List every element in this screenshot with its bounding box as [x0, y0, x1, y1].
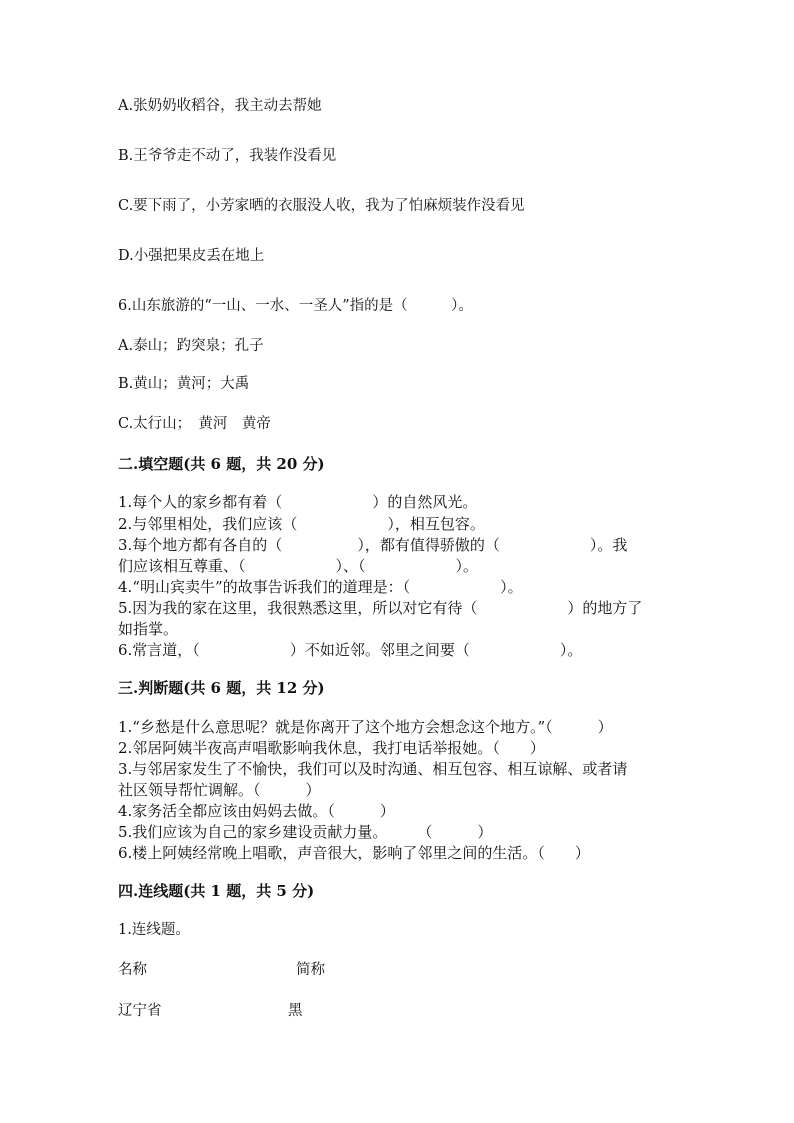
q6-option-b: B.黄山；黄河；大禹: [118, 376, 250, 392]
q6-stem: 6.山东旅游的“一山、一水、一圣人”指的是（ ）。: [118, 298, 473, 314]
q5-option-d: D.小强把果皮丢在地上: [118, 248, 265, 264]
fill-line-3: 3.每个地方都有各自的（ ），都有值得骄傲的（ ）。我: [118, 536, 628, 554]
judge-line-7: 6.楼上阿姨经常晚上唱歌，声音很大，影响了邻里之间的生活。（ ）: [118, 844, 590, 862]
fill-line-6: 5.因为我的家在这里，我很熟悉这里，所以对它有待（ ）的地方了: [118, 599, 643, 617]
fill-line-1: 1.每个人的家乡都有着（ ）的自然风光。: [118, 493, 478, 511]
match-question: 1.连线题。: [118, 922, 190, 938]
section-2-heading: 二.填空题(共 6 题，共 20 分): [118, 455, 325, 473]
section-3-heading: 三.判断题(共 6 题，共 12 分): [118, 679, 325, 697]
match-row-1-abbr: 黑: [288, 1003, 303, 1019]
q5-option-c: C.要下雨了，小芳家晒的衣服没人收，我为了怕麻烦装作没看见: [118, 198, 525, 214]
q5-option-b: B.王爷爷走不动了，我装作没看见: [118, 148, 337, 164]
section-4-heading: 四.连线题(共 1 题，共 5 分): [118, 882, 315, 900]
match-col-abbr: 简称: [296, 962, 325, 978]
judge-line-6: 5.我们应该为自己的家乡建设贡献力量。 （ ）: [118, 823, 493, 841]
fill-line-7: 如指掌。: [118, 620, 179, 638]
fill-line-2: 2.与邻里相处，我们应该（ ），相互包容。: [118, 515, 485, 533]
fill-line-4: 们应该相互尊重、（ ）、（ ）。: [118, 557, 479, 575]
judge-line-3: 3.与邻居家发生了不愉快，我们可以及时沟通、相互包容、相互谅解、或者请: [118, 760, 628, 778]
match-col-name: 名称: [118, 962, 147, 978]
fill-line-5: 4.“明山宾卖牛”的故事告诉我们的道理是：（ ）。: [118, 578, 523, 596]
q6-option-c: C.太行山； 黄河 黄帝: [118, 416, 271, 432]
judge-line-2: 2.邻居阿姨半夜高声唱歌影响我休息，我打电话举报她。（ ）: [118, 739, 545, 757]
match-row-1-name: 辽宁省: [118, 1003, 162, 1019]
q5-option-a: A.张奶奶收稻谷，我主动去帮她: [118, 98, 322, 114]
judge-line-5: 4.家务活全都应该由妈妈去做。（ ）: [118, 802, 395, 820]
q6-option-a: A.泰山；趵突泉；孔子: [118, 338, 264, 354]
judge-line-1: 1.“乡愁是什么意思呢？就是你离开了这个地方会想念这个地方。”（ ）: [118, 718, 613, 736]
fill-line-8: 6.常言道，（ ）不如近邻。邻里之间要（ ）。: [118, 641, 583, 659]
judge-line-4: 社区领导帮忙调解。（ ）: [118, 781, 321, 799]
